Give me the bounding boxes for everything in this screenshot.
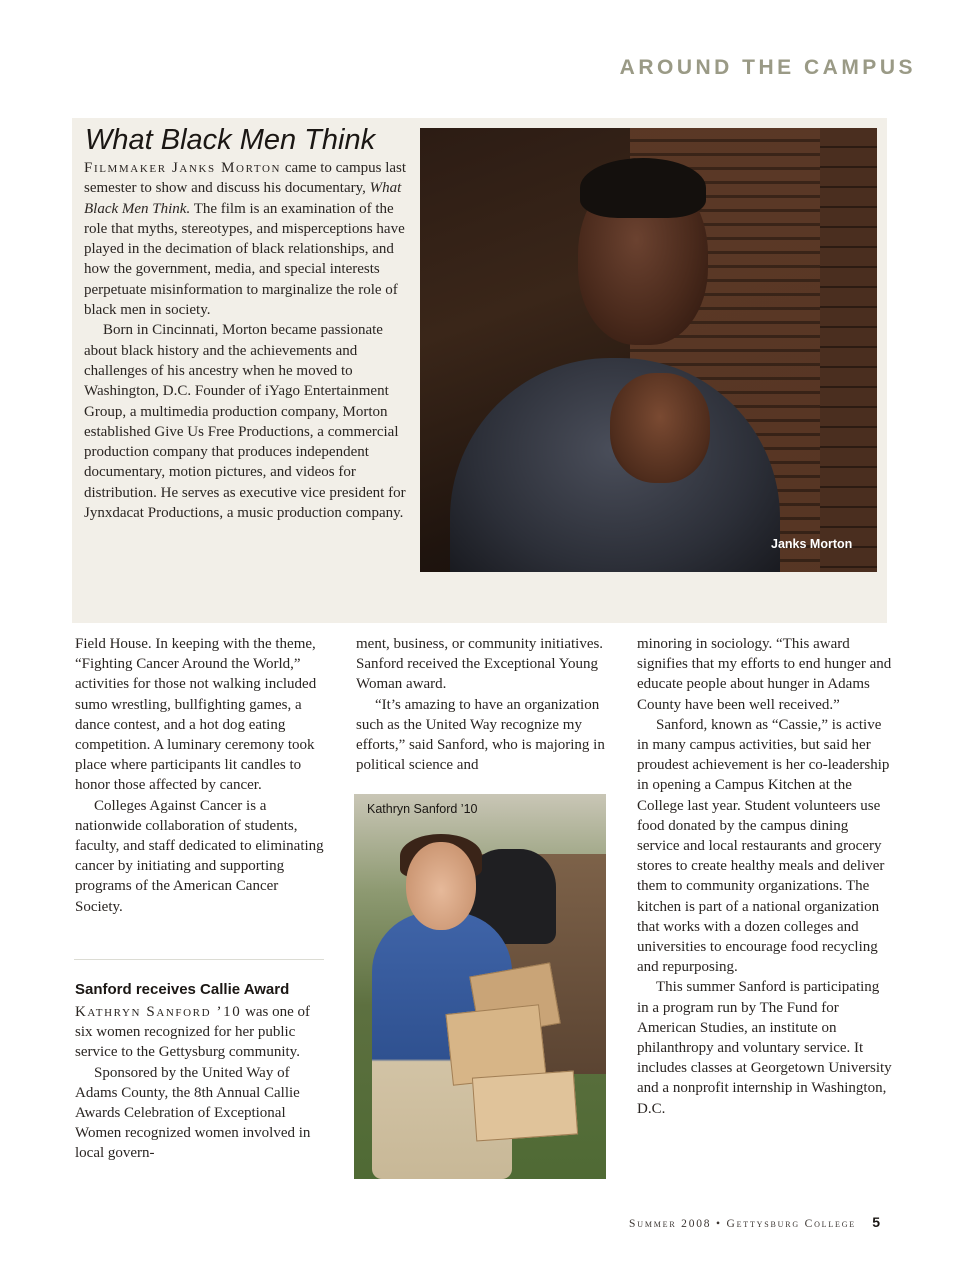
sanford-photo-caption: Kathryn Sanford ’10 [367,802,478,816]
photo-figure-hands [610,373,710,483]
section-divider [74,959,324,960]
film-title: What Black Men Think. [84,180,402,217]
feature-paragraph-1 [84,158,410,320]
sanford-text-run: was one of six women recognized for her public service to the Gettysburg community. [75,1004,311,1061]
sanford-paragraph-2: Sponsored by the United Way of Adams County, the 8th Annual Callie Awards Celebration of Exceptional Women recognized women involved in local govern- [75,1064,311,1162]
feature-text-run: The film is an examination of the role that myths, stereotypes, and misperceptions have played in the decimation of black relationships, and how the government, media, and special interests perpetuate misinformation to marginalize the role of black men in society. [84,200,405,319]
col3-paragraph-3: This summer Sanford is participating in a program run by The Fund for American Studies, an institute on philanthropy and voluntary service. It includes classes at Georgetown University and a nonprofit internship in Washington, D.C. [637,979,892,1117]
feature-text [84,158,410,523]
feature-text-run: came to campus last semester to show and discuss his documentary, [84,160,407,197]
sanford-text [75,1002,325,1164]
feature-paragraph-2: Born in Cincinnati, Morton became passionate about black history and the achievements and challenges of his ancestry when he moved to Washington, D.C. Founder of iYago Entertainment Group, a multimedia production company, Morton established Give Us Free Productions, a commercial production company that produces independent documentary, motion pictures, and videos for distribution. He serves as executive vice president for Jynxdacat Productions, a music production company. [84,322,406,522]
col1-paragraph-2: Colleges Against Cancer is a nationwide collaboration of students, faculty, and staff dedicated to eliminating cancer by initiating and supporting programs of the American Cancer Society. [75,797,324,915]
section-label: AROUND THE CAMPUS [619,56,916,79]
photo-box [472,1071,578,1142]
column-2 [356,634,606,775]
photo-shutter-frame [820,128,877,572]
col3-paragraph-2: Sanford, known as “Cassie,” is active in many campus activities, but said her proudest achievement is her co-leadership in opening a Campus Kitchen at the College last year. Student volunteers use food donated by the campus dining service and local restaurants and grocery stores to create healthy meals and deliver them to community organizations. The kitchen is part of a national organization that works with a dozen colleges and universities to encourage food recycling and repurposing. [637,716,890,976]
morton-photo-caption: Janks Morton [771,537,853,551]
photo-figure-hair [580,158,706,218]
column-1 [75,634,325,917]
page-number: 5 [872,1214,880,1230]
sanford-paragraph-1 [75,1002,325,1063]
col1-paragraph-1: Field House. In keeping with the theme, “Fighting Cancer Around the World,” activities for those not walking included sumo wrestling, bullfighting games, a dance contest, and a hot dog eating competition. A luminary ceremony took place where participants lit candles to honor those affected by cancer. [75,636,317,794]
lead-name: Kathryn Sanford ’10 [75,1004,242,1020]
col2-paragraph-2: “It’s amazing to have an organization such as the United Way recognize my efforts,” said Sanford, who is majoring in political science and [356,696,605,774]
feature-title: What Black Men Think [85,124,376,156]
lead-name: Filmmaker Janks Morton [84,160,282,176]
column-3 [637,634,892,1119]
sanford-heading: Sanford receives Callie Award [75,981,290,998]
sanford-photo [354,794,606,1179]
footer-publication: Summer 2008 • Gettysburg College [629,1218,856,1230]
photo-person-head [406,842,476,930]
col2-paragraph-1: ment, business, or community initiatives. Sanford received the Exceptional Young Woman award. [356,636,604,693]
morton-photo [420,128,877,572]
col3-paragraph-1: minoring in sociology. “This award signifies that my efforts to end hunger and educate people about hunger in Adams County have been well received.” [637,636,892,713]
